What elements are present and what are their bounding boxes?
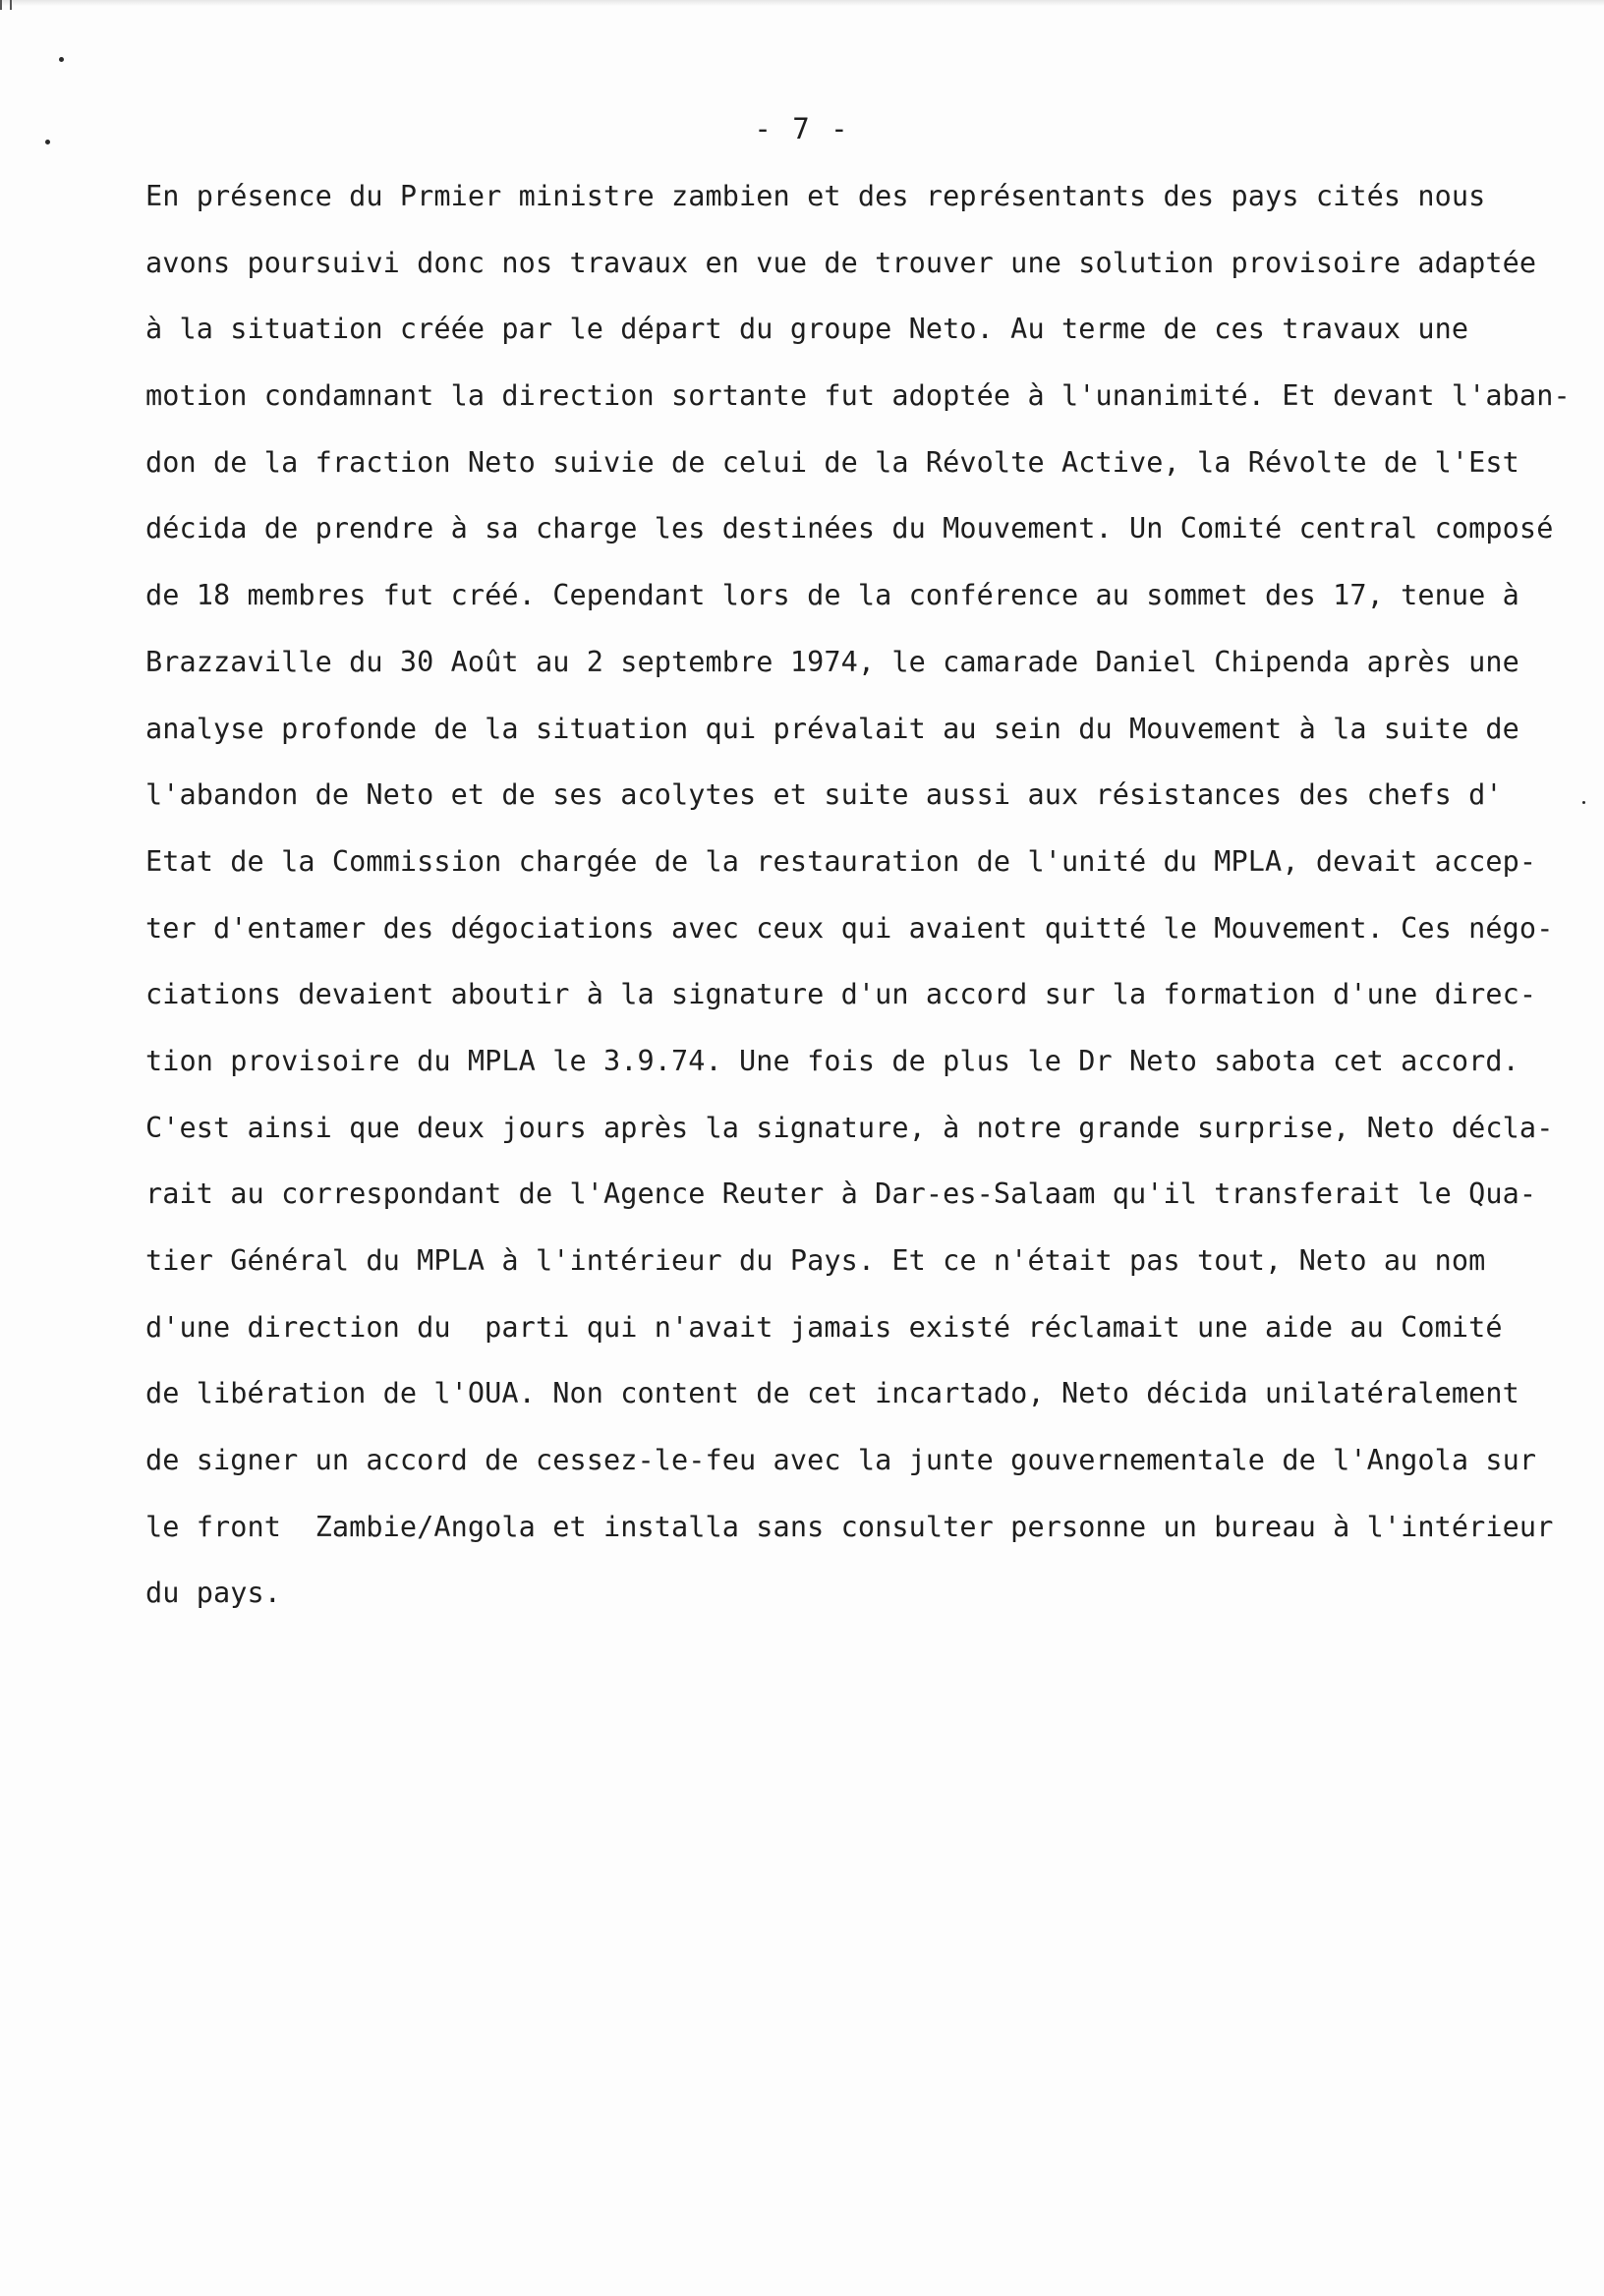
text-line: de 18 membres fut créé. Cependant lors de la conférence au sommet des 17, tenue à — [145, 579, 1519, 612]
text-line: C'est ainsi que deux jours après la signature, à notre grande surprise, Neto décla- — [145, 1111, 1554, 1144]
text-line: du pays. — [145, 1577, 282, 1610]
text-line: avons poursuivi donc nos travaux en vue de trouver une solution provisoire adaptée — [145, 246, 1537, 279]
page-number: - 7 - — [754, 112, 850, 145]
text-line: motion condamnant la direction sortante fut adoptée à l'unanimité. Et devant l'aban- — [145, 379, 1571, 413]
text-line: analyse profonde de la situation qui prévalait au sein du Mouvement à la suite de — [145, 712, 1519, 745]
body-text — [145, 175, 1590, 1638]
text-line: d'une direction du parti qui n'avait jamais existé réclamait une aide au Comité — [145, 1310, 1503, 1344]
text-line: ter d'entamer des dégociations avec ceux qui avaient quitté le Mouvement. Ces négo- — [145, 911, 1554, 945]
text-line: de libération de l'OUA. Non content de cet incartado, Neto décida unilatéralement — [145, 1377, 1519, 1410]
text-line: décida de prendre à sa charge les destinées du Mouvement. Un Comité central composé — [145, 512, 1554, 545]
text-line: don de la fraction Neto suivie de celui de la Révolte Active, la Révolte de l'Est — [145, 445, 1519, 479]
text-line: En présence du Pr⁠m⁠ier ministre zambien et des représentants des pays cités nous — [145, 180, 1486, 212]
text-line: tier Général du MPLA à l'intérieur du Pays. Et ce n'était pas tout, Neto au nom — [145, 1244, 1486, 1277]
text-line: Brazzaville du 30 Août au 2 septembre 1974, le camarade Daniel Chipenda après une — [145, 645, 1519, 678]
text-line: Etat de la Commission chargée de la restauration de l'unité du MPLA, devait accep- — [145, 844, 1537, 878]
text-line: tion provisoire du MPLA le 3.9.74. Une fois de plus le Dr Neto sabota cet accord. — [145, 1044, 1519, 1077]
text-line: à la situation créée par le départ du groupe Neto. Au terme de ces travaux une — [145, 313, 1469, 346]
scan-speck — [59, 57, 64, 62]
scan-edge-shadow — [0, 0, 1604, 6]
text-line: de signer un accord de cessez-le-feu avec la junte gouvernementale de l'Angola sur — [145, 1444, 1537, 1477]
scan-corner-mark — [0, 0, 12, 10]
text-line: rait au correspondant de l'Agence Reuter à Dar-es-Salaam qu'il transferait le Qua- — [145, 1177, 1537, 1211]
text-line: ciations devaient aboutir à la signature d'un accord sur la formation d'une direc- — [145, 978, 1537, 1011]
text-line: le front Zambie/Angola et installa sans consulter personne un bureau à l'intérieur — [145, 1510, 1554, 1543]
text-line: l'abandon de Neto et de ses acolytes et suite aussi aux résistances des chefs d' — [145, 778, 1503, 812]
